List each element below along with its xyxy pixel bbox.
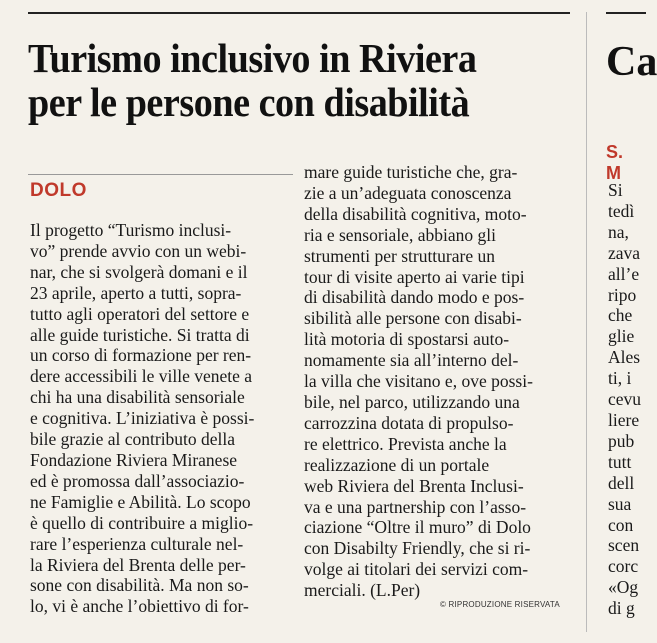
col2-line: zie a un’adeguata conoscenza (304, 182, 512, 203)
adjacent-col-line: pub (608, 430, 635, 451)
adjacent-col-line: di g (608, 598, 635, 619)
col2-line: sibilità alle persone con disabi- (304, 308, 522, 329)
col2-line: la villa che visitano e, ove possi- (304, 371, 533, 392)
adjacent-col-line: che (608, 305, 633, 326)
headline-line-1: Turismo inclusivo in Riviera (28, 35, 477, 81)
col2-line: tour di visite aperto ai varie tipi (304, 266, 525, 287)
col1-line: è quello di contribuire a miglio- (30, 512, 254, 533)
adjacent-col-line: con (608, 514, 634, 535)
adjacent-col-line: ripo (608, 284, 637, 305)
article-column-2 (304, 162, 569, 601)
col2-line: web Riviera del Brenta Inclusi- (304, 475, 524, 496)
headline-line-2: per le persone con disabilità (28, 79, 470, 125)
col2-line: ria e sensoriale, abbiano gli (304, 224, 496, 245)
adjacent-col-line: dell (608, 472, 635, 493)
adjacent-col-line: tedì (608, 200, 635, 221)
adjacent-column-fragment (608, 180, 648, 619)
adjacent-col-line: liere (608, 409, 640, 430)
top-rule (28, 12, 570, 14)
col2-line: merciali. (L.Per) (304, 580, 421, 601)
col2-line: ciazione “Oltre il muro” di Dolo (304, 517, 531, 538)
col1-line: ed è promossa dall’associazio- (30, 470, 245, 491)
col1-line: Il progetto “Turismo inclusi- (30, 220, 232, 240)
column-separator (586, 12, 587, 632)
col2-line: nomamente sia all’interno del- (304, 350, 519, 371)
col1-line: e cognitiva. L’iniziativa è possi- (30, 408, 255, 429)
col1-line: tutto agli operatori del settore e (30, 303, 250, 324)
adjacent-col-line: sua (608, 493, 632, 514)
col1-line: nar, che si svolgerà domani e il (30, 261, 248, 282)
adjacent-headline-fragment: Ca (606, 39, 657, 85)
adjacent-col-line: zava (608, 242, 641, 263)
adjacent-col-line: Ales (608, 347, 641, 368)
col1-line: chi ha una disabilità sensoriale (30, 387, 245, 408)
adjacent-col-line: tutt (608, 451, 632, 472)
adjacent-col-line: na, (608, 221, 629, 242)
top-rule-adjacent (606, 12, 646, 14)
article-column-1 (30, 220, 292, 617)
col2-line: bile, nel parco, utilizzando una (304, 391, 520, 412)
col1-line: vo” prende avvio con un webi- (30, 240, 247, 261)
col2-line: lità motoria di spostarsi auto- (304, 329, 510, 350)
copyright-notice: © RIPRODUZIONE RISERVATA (440, 600, 560, 609)
section-label: DOLO (30, 180, 87, 201)
col2-line: con Disabilty Friendly, che si ri- (304, 538, 531, 559)
col2-line: della disabilità cognitiva, moto- (304, 203, 527, 224)
col2-line: realizzazione di un portale (304, 454, 490, 475)
col1-line: alle guide turistiche. Si tratta di (30, 324, 250, 345)
adjacent-col-line: cevu (608, 389, 642, 410)
col2-line: strumenti per strutturare un (304, 245, 495, 266)
col2-line: di disabilità dando modo e pos- (304, 287, 525, 308)
article-headline (28, 36, 535, 124)
adjacent-col-line: Si (608, 180, 623, 200)
col1-line: rare l’esperienza culturale nel- (30, 533, 244, 554)
col1-line: dere accessibili le ville venete a (30, 366, 253, 387)
col1-line: bile grazie al contributo della (30, 429, 236, 450)
col2-line: carrozzina dotata di propulso- (304, 412, 514, 433)
col1-line: Fondazione Riviera Miranese (30, 449, 238, 470)
section-rule (28, 174, 293, 175)
col1-line: la Riviera del Brenta delle per- (30, 554, 246, 575)
col1-line: sone con disabilità. Ma non so- (30, 575, 249, 596)
col2-line: re elettrico. Prevista anche la (304, 433, 507, 454)
adjacent-col-line: all’e (608, 263, 640, 284)
adjacent-col-line: scen (608, 535, 640, 556)
adjacent-col-line: «Og (608, 577, 639, 598)
col1-line: lo, vi è anche l’obiettivo di for- (30, 596, 249, 617)
col2-line: mare guide turistiche che, gra- (304, 162, 518, 182)
col2-line: va e una partnership con l’asso- (304, 496, 527, 517)
col1-line: ne Famiglie e Abilità. Lo scopo (30, 491, 251, 512)
col1-line: 23 aprile, aperto a tutti, sopra- (30, 282, 242, 303)
col1-line: un corso di formazione per ren- (30, 345, 252, 366)
adjacent-col-line: ti, i (608, 368, 632, 389)
col2-line: volge ai titolari dei servizi com- (304, 559, 529, 580)
adjacent-section-fragment: S. M (606, 142, 624, 183)
adjacent-col-line: corc (608, 556, 639, 577)
adjacent-col-line: glie (608, 326, 635, 347)
